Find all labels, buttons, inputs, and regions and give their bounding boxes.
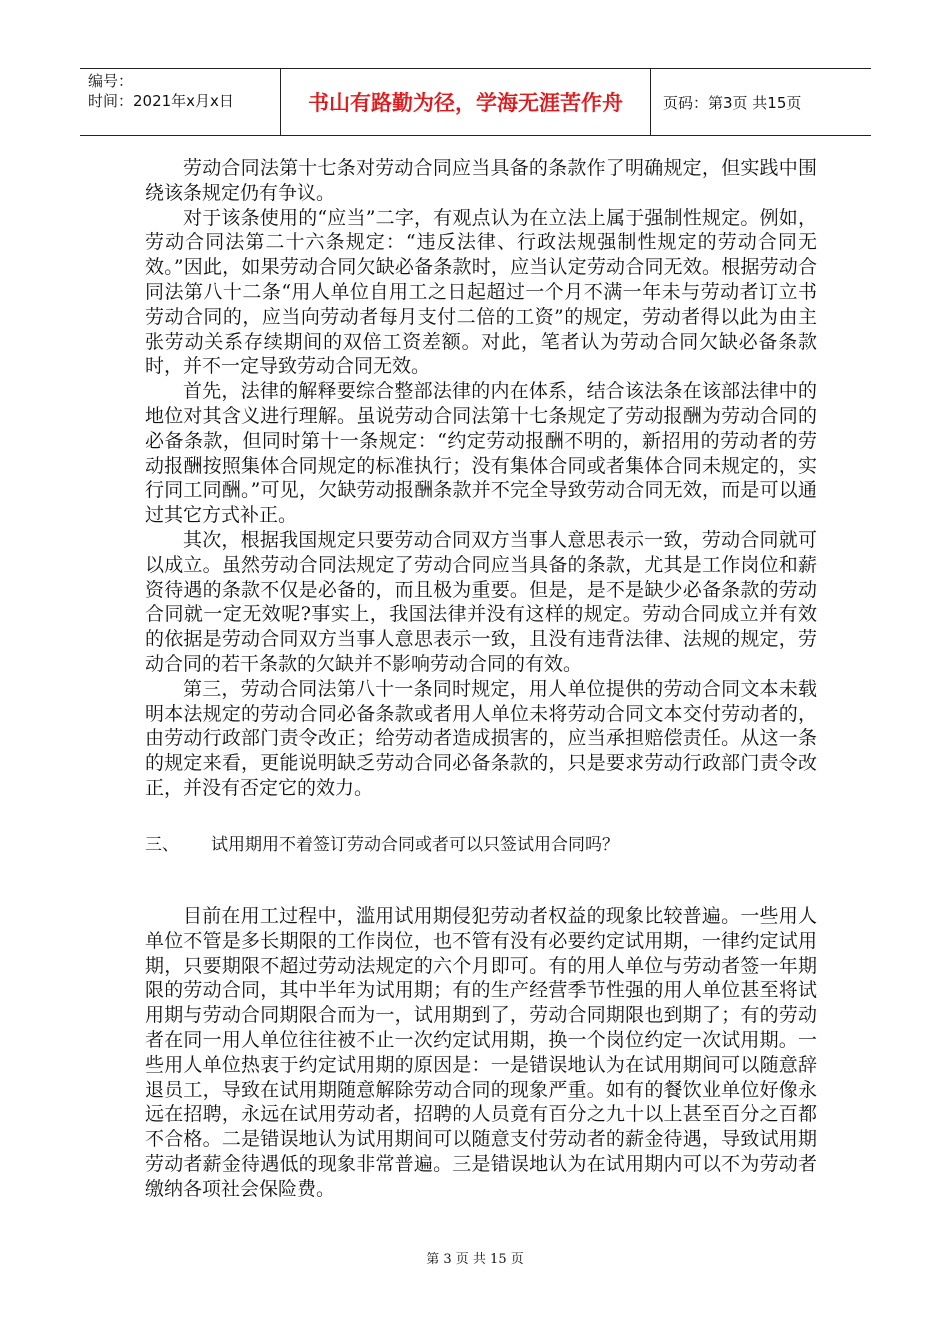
paragraph: 对于该条使用的“应当”二字，有观点认为在立法上属于强制性规定。例如，劳动合同法第二十六条规定：“违反法律、行政法规强制性规定的劳动合同无效。”因此，如果劳动合同欠缺必备条款时，应当认定劳动合同无效。根据劳动合同法第八十二条“用人单位自用工之日起超过一个月不满一年未与劳动者订立书劳动合同的，应当向劳动者每月支付二倍的工资”的规定，劳动者得以此为由主张劳动关系存续期间的双倍工资差额。对此，笔者认为劳动合同欠缺必备条款时，并不一定导致劳动合同无效。 xyxy=(145,206,817,378)
section-heading xyxy=(145,830,825,855)
section-title: 试用期用不着签订劳动合同或者可以只签试用合同吗？ xyxy=(211,835,619,855)
page-footer: 第 3 页 共 15 页 xyxy=(426,1252,524,1267)
document-number-label: 编号： xyxy=(88,72,134,90)
body-text xyxy=(145,156,817,801)
paragraph: 第三，劳动合同法第八十一条同时规定，用人单位提供的劳动合同文本未载明本法规定的劳动合同必备条款或者用人单位未将劳动合同文本交付劳动者的，由劳动行政部门责令改正；给劳动者造成损害的，应当承担赔偿责任。从这一条的规定来看，更能说明缺乏劳动合同必备条款的，只是要求劳动行政部门责令改正，并没有否定它的效力。 xyxy=(145,677,817,799)
paragraph: 首先，法律的解释要综合整部法律的内在体系，结合该法条在该部法律中的地位对其含义进行理解。虽说劳动合同法第十七条规定了劳动报酬为劳动合同的必备条款，但同时第十一条规定：“约定劳动报酬不明的，新招用的劳动者的劳动报酬按照集体合同规定的标准执行；没有集体合同或者集体合同未规定的，实行同工同酬。”可见，欠缺劳动报酬条款并不完全导致劳动合同无效，而是可以通过其它方式补正。 xyxy=(145,380,817,527)
header-page-number: 页码：第3页 共15页 xyxy=(663,93,802,112)
paragraph: 劳动合同法第十七条对劳动合同应当具备的条款作了明确规定，但实践中围绕该条规定仍有争议。 xyxy=(145,157,817,204)
header-meta xyxy=(80,69,281,135)
paragraph: 目前在用工过程中，滥用试用期侵犯劳动者权益的现象比较普遍。一些用人单位不管是多长期限的工作岗位，也不管有没有必要约定试用期，一律约定试用期，只要期限不超过劳动法规定的六个月即可。有的用人单位与劳动者签一年期限的劳动合同，其中半年为试用期；有的生产经营季节性强的用人单位甚至将试用期与劳动合同期限合而为一，试用期到了，劳动合同期限也到期了；有的劳动者在同一用人单位往往被不止一次约定试用期，换一个岗位约定一次试用期。一些用人单位热衷于约定试用期的原因是：一是错误地认为在试用期间可以随意辞退员工，导致在试用期随意解除劳动合同的现象严重。如有的餐饮业单位好像永远在招聘，永远在试用劳动者，招聘的人员竟有百分之九十以上甚至百分之百都不合格。二是错误地认为试用期间可以随意支付劳动者的薪金待遇，导致试用期劳动者薪金待遇低的现象非常普遍。三是错误地认为在试用期内可以不为劳动者缴纳各项社会保险费。 xyxy=(145,905,817,1200)
header-motto: 书山有路勤为径，学海无涯苦作舟 xyxy=(281,69,651,135)
document-time-label: 时间：2021年x月x日 xyxy=(88,92,234,110)
page-header xyxy=(80,68,871,136)
section-number: 三、 xyxy=(145,835,179,855)
paragraph: 其次，根据我国规定只要劳动合同双方当事人意思表示一致，劳动合同就可以成立。虽然劳动合同法规定了劳动合同应当具备的条款，尤其是工作岗位和薪资待遇的条款不仅是必备的，而且极为重要。但是，是不是缺少必备条款的劳动合同就一定无效呢?事实上，我国法律并没有这样的规定。劳动合同成立并有效的依据是劳动合同双方当事人意思表示一致，且没有违背法律、法规的规定，劳动合同的若干条款的欠缺并不影响劳动合同的有效。 xyxy=(145,528,817,675)
body-text-section-three xyxy=(145,904,817,1202)
